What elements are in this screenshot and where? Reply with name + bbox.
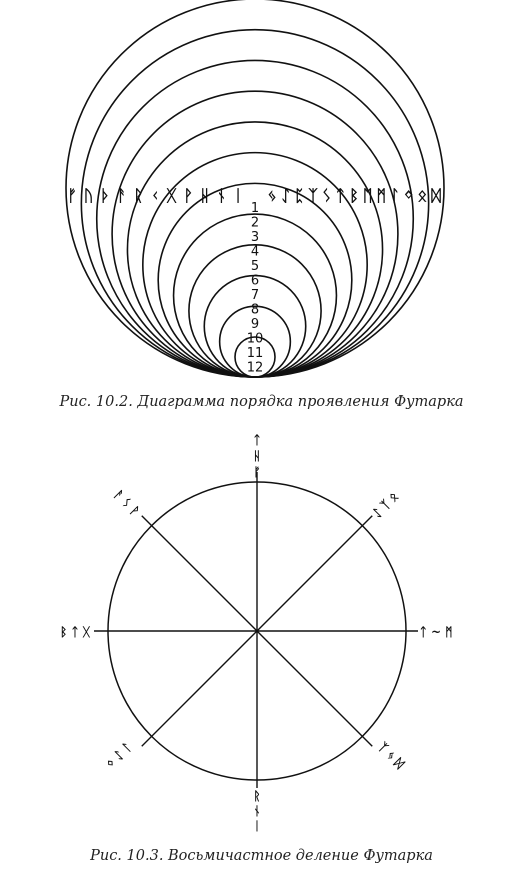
rune-glyph: ᚲ: [150, 186, 160, 205]
rune-label-east: ᛏ ~ ᛗ: [419, 625, 453, 639]
rune-glyph: ᛁ: [233, 186, 243, 205]
rune-glyph: ᛒ: [349, 186, 359, 205]
octant-svg: [0, 428, 523, 848]
rune-glyph: ᚺ: [199, 186, 210, 205]
rune-glyph: ᛟ: [417, 186, 428, 205]
ring-number: 5: [250, 259, 260, 274]
rune-glyph: ᛜ: [403, 186, 414, 205]
rune-glyph: ᛞ: [431, 186, 441, 205]
rune-glyph: ᚱ: [133, 186, 144, 205]
rune-glyph: ᚹ: [183, 186, 194, 205]
rune-glyph: ᚠ: [67, 186, 77, 205]
concentric-rings-diagram: [0, 0, 523, 390]
rune-label-north: ᛏ: [253, 433, 261, 447]
rings-svg: [0, 0, 523, 390]
rune-label-southeast: ᛉ ᛃ ᛞ: [375, 739, 407, 771]
rune-glyph: ᛈ: [294, 186, 305, 205]
rune-label-south: ᚱ: [253, 789, 261, 803]
figure-caption-10-2: Рис. 10.2. Диаграмма порядка проявления Футарка: [59, 394, 464, 410]
figure-caption-10-3: Рис. 10.3. Восьмичастное деление Футарка: [90, 848, 433, 864]
rune-glyph: ᚾ: [216, 186, 227, 205]
ring-number: 1: [250, 201, 260, 216]
rune-label-south: ᛁ: [253, 819, 261, 833]
ring-number: 3: [250, 230, 260, 245]
rune-glyph: ᛖ: [362, 186, 373, 205]
rune-label-west: ᛒ ᛏ ᚷ: [60, 625, 90, 639]
rune-glyph: ᛊ: [321, 186, 332, 205]
ring-number: 8: [250, 302, 260, 318]
rune-glyph: ᛗ: [376, 186, 387, 205]
eightfold-division-diagram: [0, 428, 523, 848]
ring-number: 2: [250, 215, 260, 231]
ring-number: 10: [246, 331, 264, 347]
rune-label-north: ᚠ: [253, 465, 261, 479]
ring-number: 4: [250, 244, 260, 260]
rune-label-southwest: ᛜ ᛇ ᛚ: [103, 739, 135, 771]
ring-number: 11: [246, 346, 264, 361]
rune-glyph: ᛇ: [280, 186, 291, 205]
rune-glyph: ᛚ: [390, 186, 400, 205]
rune-glyph: ᛉ: [308, 186, 318, 205]
rune-label-south: ᚾ: [253, 804, 261, 818]
rune-glyph: ᚷ: [166, 186, 177, 205]
rune-glyph: ᛃ: [267, 186, 277, 205]
rune-label-northwest: ᚨ ᛊ ᚹ: [111, 487, 143, 519]
rune-glyph: ᚢ: [83, 186, 94, 205]
ring-number: 12: [246, 360, 264, 376]
rune-glyph: ᚦ: [100, 186, 111, 205]
ring-number: 7: [250, 288, 260, 303]
rune-glyph: ᚨ: [116, 186, 127, 205]
rune-label-north: ᚺ: [253, 449, 261, 463]
rune-label-northeast: ᛇ ᛉ ᛟ: [369, 489, 401, 521]
ring-number: 6: [250, 273, 260, 289]
ring-number: 9: [250, 317, 260, 332]
rune-glyph: ᛏ: [335, 186, 346, 205]
